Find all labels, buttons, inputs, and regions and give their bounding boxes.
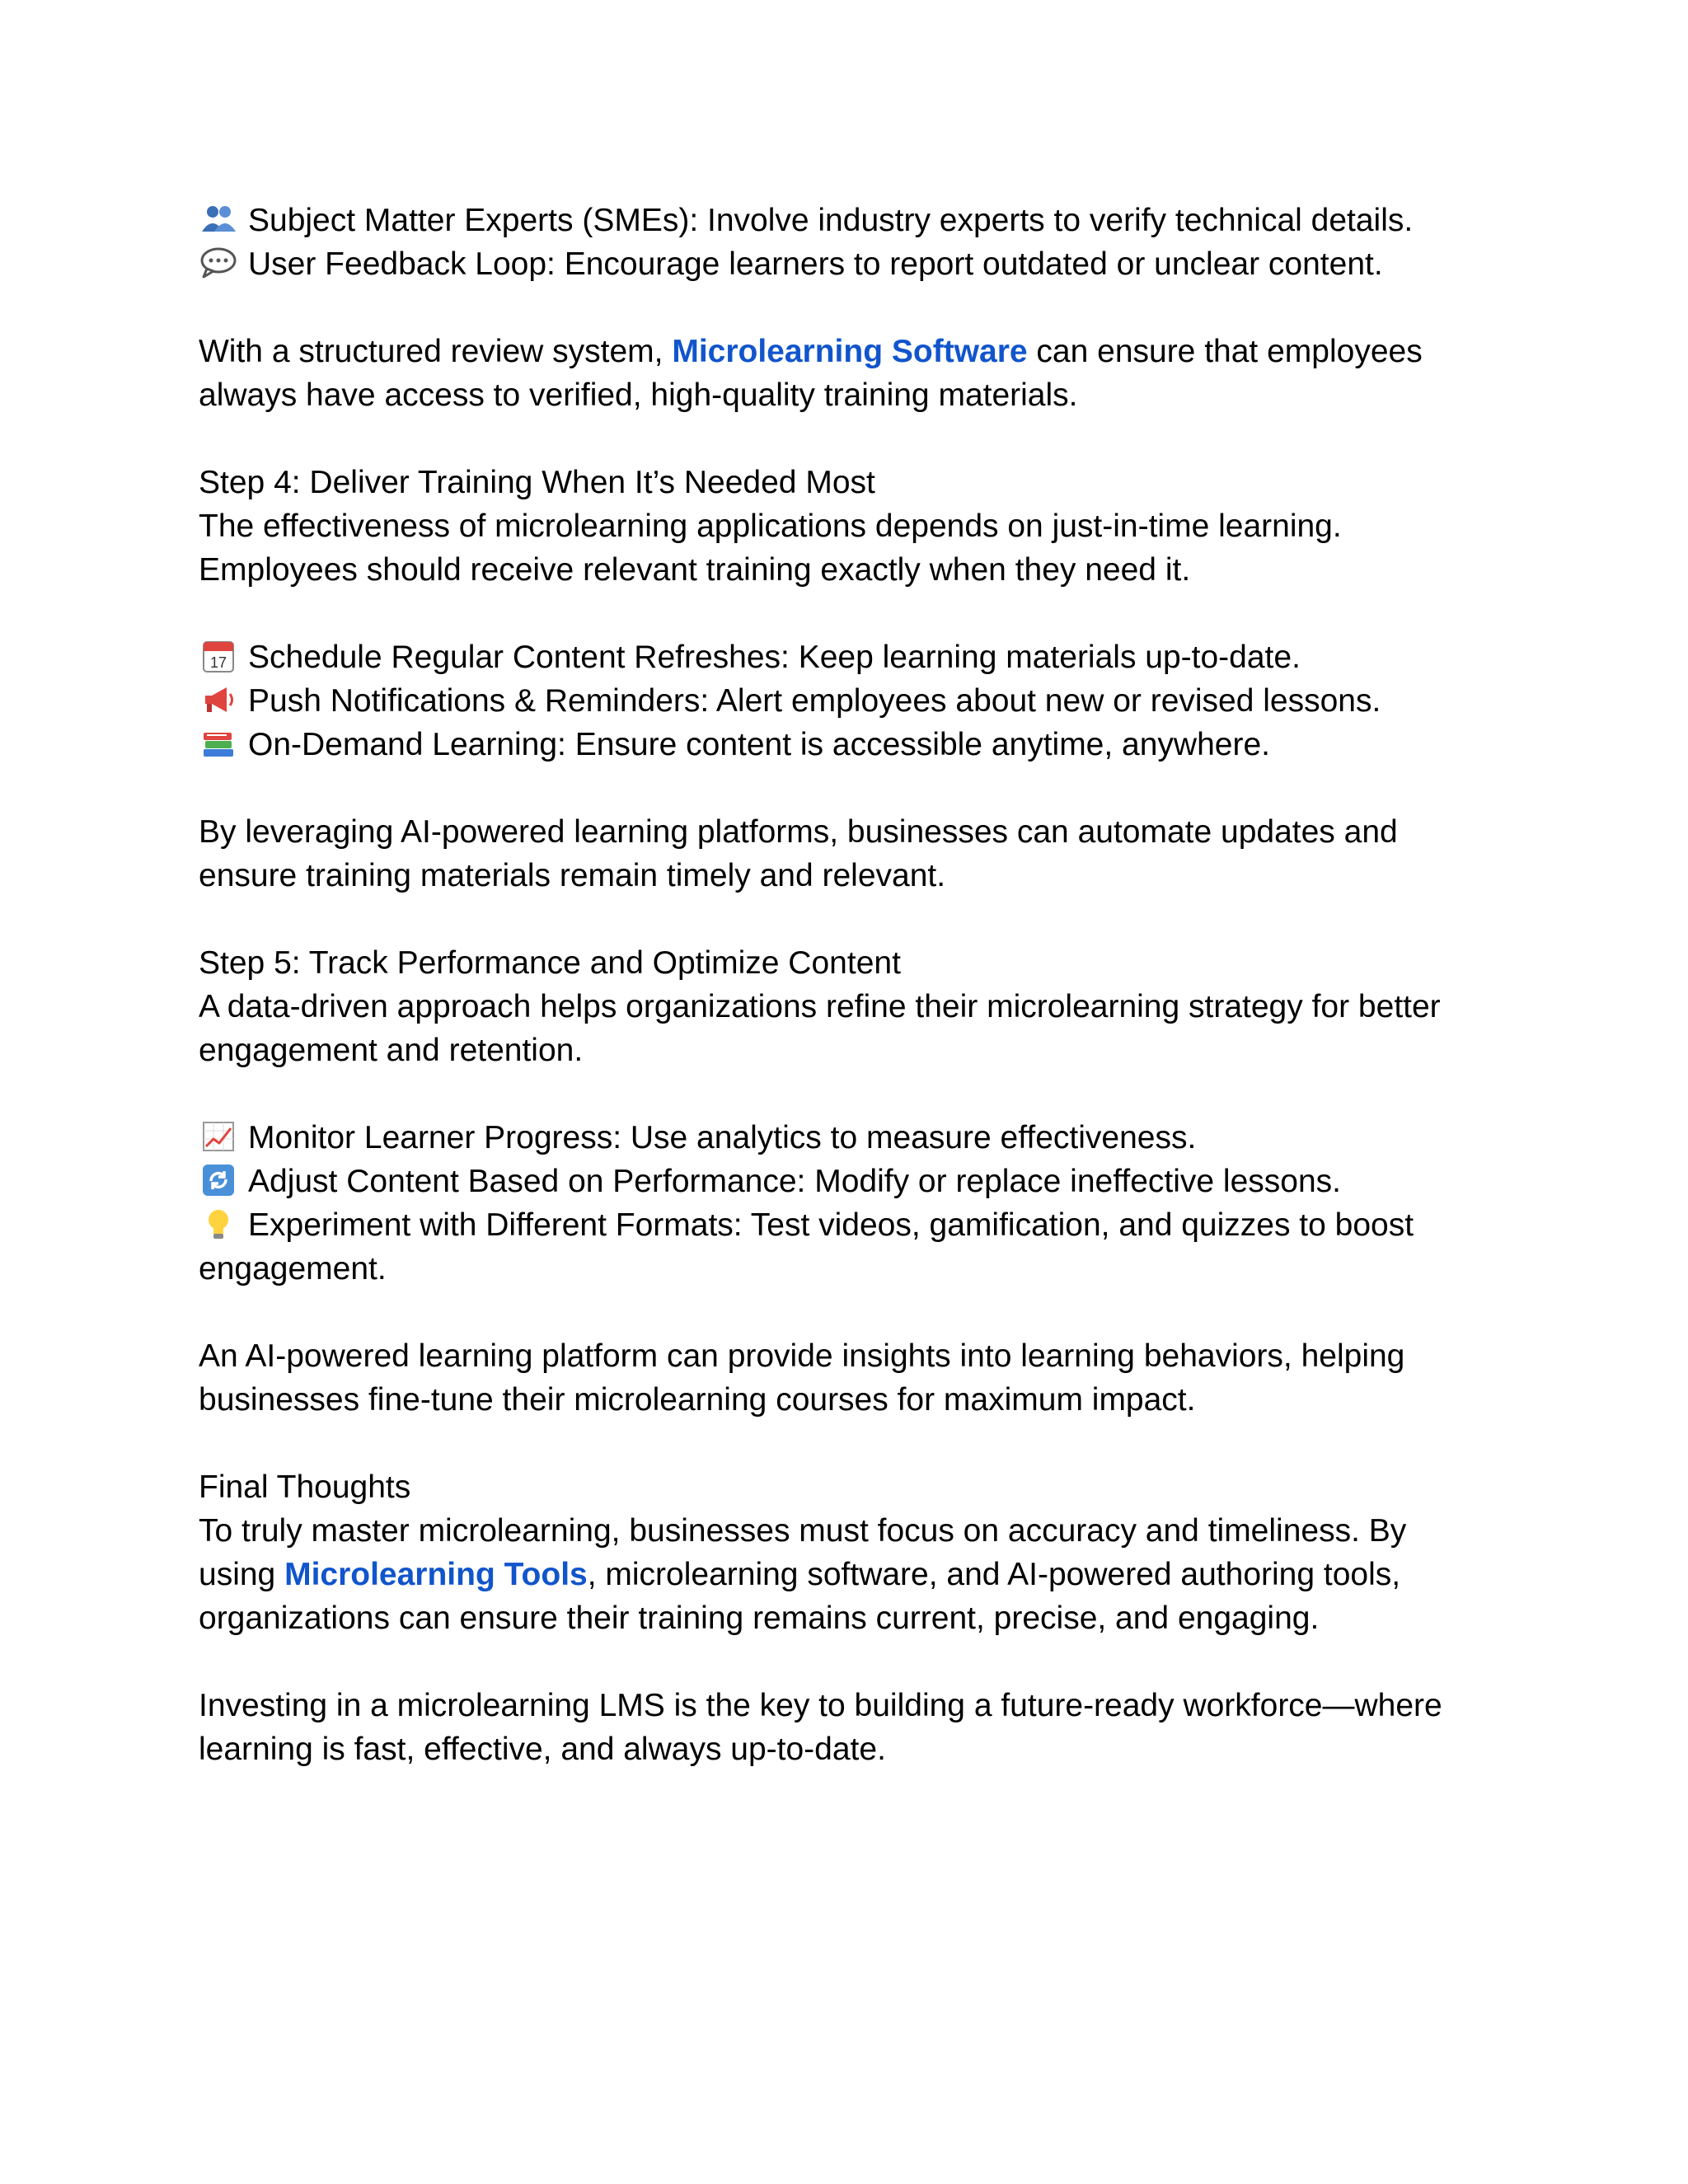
- list-item-text: On-Demand Learning: Ensure content is accessible anytime, anywhere.: [248, 727, 1270, 762]
- speech-bubble-icon: [199, 246, 238, 280]
- list-item-adjust: [199, 1160, 1507, 1203]
- books-icon: [199, 726, 238, 761]
- list-item-schedule: [199, 635, 1507, 679]
- step5-intro-line1: A data-driven approach helps organizations refine their microlearning strategy for better: [199, 989, 1441, 1024]
- list-item-text: Experiment with Different Formats: Test videos, gamification, and quizzes to boost: [248, 1207, 1414, 1243]
- step4-outro-line1: By leveraging AI-powered learning platforms, businesses can automate updates and: [199, 814, 1398, 850]
- step4-intro-line1: The effectiveness of microlearning applications depends on just-in-time learning.: [199, 509, 1342, 544]
- list-item-text: Adjust Content Based on Performance: Modify or replace ineffective lessons.: [248, 1164, 1341, 1199]
- list-item-text: Monitor Learner Progress: Use analytics to measure effectiveness.: [248, 1120, 1197, 1155]
- final-line2: using Microlearning Tools, microlearning software, and AI-powered authoring tools,: [199, 1557, 1401, 1592]
- list-item-experiment: [199, 1203, 1507, 1247]
- list-item-on-demand: [199, 723, 1507, 766]
- svg-text:17: 17: [209, 654, 227, 671]
- closing-line2: learning is fast, effective, and always up-to-date.: [199, 1732, 886, 1767]
- step5-heading: Step 5: Track Performance and Optimize Content: [199, 945, 901, 981]
- chart-increasing-icon: [199, 1119, 238, 1154]
- list-item-experiment-line2: engagement.: [199, 1251, 387, 1286]
- step5-outro-line1: An AI-powered learning platform can provide insights into learning behaviors, helping: [199, 1338, 1405, 1374]
- step4-heading: Step 4: Deliver Training When It’s Needed Most: [199, 465, 875, 500]
- closing-line1: Investing in a microlearning LMS is the key to building a future-ready workforce—where: [199, 1688, 1442, 1723]
- review-paragraph-line1: With a structured review system, Microlearning Software can ensure that employees: [199, 334, 1423, 369]
- megaphone-icon: [199, 682, 238, 717]
- list-item-text: Subject Matter Experts (SMEs): Involve industry experts to verify technical details.: [248, 203, 1414, 238]
- microlearning-tools-link[interactable]: Microlearning Tools: [284, 1557, 588, 1592]
- list-item-feedback: [199, 242, 1507, 286]
- list-item-smes: [199, 199, 1507, 242]
- final-line3: organizations can ensure their training remains current, precise, and engaging.: [199, 1601, 1320, 1636]
- microlearning-software-link[interactable]: Microlearning Software: [672, 334, 1028, 369]
- final-heading: Final Thoughts: [199, 1469, 411, 1505]
- step5-intro-line2: engagement and retention.: [199, 1033, 584, 1068]
- review-paragraph-line2: always have access to verified, high-quality training materials.: [199, 377, 1078, 413]
- final-line1: To truly master microlearning, businesses must focus on accuracy and timeliness. By: [199, 1513, 1407, 1549]
- list-item-text: User Feedback Loop: Encourage learners to report outdated or unclear content.: [248, 246, 1383, 282]
- refresh-icon: [199, 1163, 238, 1197]
- list-item-notifications: [199, 679, 1507, 723]
- list-item-text: Schedule Regular Content Refreshes: Keep learning materials up-to-date.: [248, 640, 1301, 675]
- step5-outro-line2: businesses fine-tune their microlearning courses for maximum impact.: [199, 1382, 1196, 1418]
- step4-outro-line2: ensure training materials remain timely and relevant.: [199, 858, 946, 893]
- calendar-icon: [199, 639, 238, 673]
- list-item-text: Push Notifications & Reminders: Alert employees about new or revised lessons.: [248, 683, 1381, 719]
- step4-intro-line2: Employees should receive relevant training exactly when they need it.: [199, 552, 1191, 588]
- people-icon: [199, 202, 238, 237]
- list-item-monitor: [199, 1116, 1507, 1160]
- light-bulb-icon: [199, 1207, 238, 1241]
